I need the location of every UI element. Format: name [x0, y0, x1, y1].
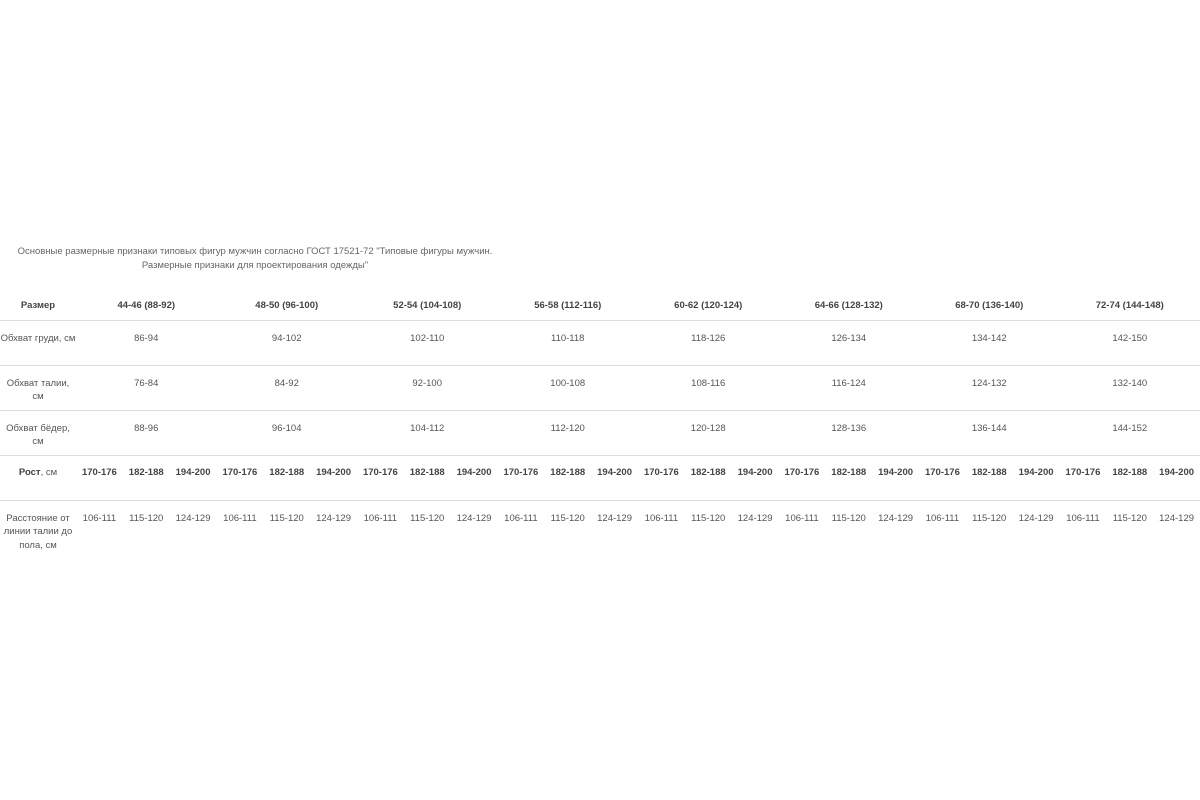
size-header-cell: 44-46 (88-92) — [76, 290, 216, 320]
height-value-cell: 182-188 — [404, 455, 451, 500]
waist-to-floor-value-cell: 106-111 — [504, 512, 538, 524]
measure-value-cell: 96-104 — [216, 410, 356, 455]
waist-to-floor-value-cell: 124-129 — [1159, 512, 1195, 524]
height-value-cell: 194-200 — [1153, 455, 1200, 500]
measure-value-cell: 92-100 — [357, 365, 498, 410]
size-header-cell: 48-50 (96-100) — [216, 290, 356, 320]
waist-to-floor-value-cell: 106-111 — [785, 512, 819, 524]
height-value-cell: 182-188 — [544, 455, 591, 500]
measure-value-cell: 124-132 — [919, 365, 1060, 410]
measure-value-cell: 136-144 — [919, 410, 1060, 455]
height-value-cell: 194-200 — [872, 455, 919, 500]
waist-to-floor-value-cell: 115-120 — [550, 512, 585, 524]
waist-to-floor-value-cell: 124-129 — [175, 512, 211, 524]
measure-value-cell: 126-134 — [779, 320, 920, 365]
waist-to-floor-value-cell: 106-111 — [644, 512, 679, 524]
height-value-cell: 182-188 — [966, 455, 1013, 500]
height-value-cell: 182-188 — [123, 455, 170, 500]
height-value-cell: 194-200 — [451, 455, 498, 500]
size-row-label: Размер — [0, 290, 76, 320]
waist-to-floor-value-cell: 106-111 — [1066, 512, 1100, 524]
measure-row — [0, 320, 1200, 365]
height-value-cell: 170-176 — [216, 455, 263, 500]
measure-value-cell: 116-124 — [779, 365, 920, 410]
measure-row-label: Обхват груди, см — [0, 320, 76, 365]
height-value-cell: 170-176 — [497, 455, 544, 500]
size-header-cell: 56-58 (112-116) — [497, 290, 638, 320]
waist-to-floor-value-cell: 124-129 — [737, 512, 773, 524]
height-value-cell: 194-200 — [1013, 455, 1060, 500]
measure-row-label: Обхват бёдер, см — [0, 410, 76, 455]
waist-to-floor-value-cell: 106-111 — [363, 512, 398, 524]
measure-row — [0, 410, 1200, 455]
measure-value-cell: 132-140 — [1060, 365, 1200, 410]
height-label-bold: Рост — [18, 466, 41, 478]
measure-value-cell: 104-112 — [357, 410, 498, 455]
measure-value-cell: 108-116 — [638, 365, 779, 410]
height-value-cell: 170-176 — [1060, 455, 1107, 500]
size-header-row — [0, 290, 1200, 320]
height-value-cell: 194-200 — [170, 455, 217, 500]
measure-value-cell: 88-96 — [76, 410, 216, 455]
measure-row-label: Обхват талии, см — [0, 365, 76, 410]
waist-to-floor-value-cell: 106-111 — [82, 512, 117, 524]
height-value-cell: 182-188 — [263, 455, 310, 500]
waist-to-floor-value-cell: 115-120 — [972, 512, 1007, 524]
waist-to-floor-row-label: Расстояние от линии талии до пола, см — [3, 512, 73, 551]
waist-to-floor-value-cell: 115-120 — [1112, 512, 1147, 524]
height-value-cell: 182-188 — [685, 455, 732, 500]
height-value-cell: 194-200 — [310, 455, 357, 500]
height-row-label — [0, 455, 76, 500]
measure-value-cell: 94-102 — [216, 320, 356, 365]
size-header-cell: 68-70 (136-140) — [919, 290, 1060, 320]
waist-to-floor-value-cell: 106-111 — [925, 512, 960, 524]
measure-row — [0, 365, 1200, 410]
size-header-cell: 64-66 (128-132) — [779, 290, 920, 320]
size-chart-table — [0, 290, 1200, 570]
height-value-cell: 194-200 — [732, 455, 779, 500]
waist-to-floor-value-cell: 115-120 — [410, 512, 445, 524]
measure-value-cell: 142-150 — [1060, 320, 1200, 365]
waist-to-floor-value-cell: 124-129 — [878, 512, 914, 524]
height-label-unit: , см — [40, 466, 58, 478]
measure-value-cell: 134-142 — [919, 320, 1060, 365]
waist-to-floor-value-cell: 115-120 — [691, 512, 726, 524]
height-row — [0, 455, 1200, 500]
measure-value-cell: 128-136 — [779, 410, 920, 455]
height-value-cell: 170-176 — [919, 455, 966, 500]
measure-value-cell: 100-108 — [497, 365, 638, 410]
size-header-cell: 72-74 (144-148) — [1060, 290, 1200, 320]
height-value-cell: 182-188 — [1106, 455, 1153, 500]
height-value-cell: 170-176 — [779, 455, 826, 500]
waist-to-floor-value-cell: 115-120 — [269, 512, 304, 524]
waist-to-floor-value-cell: 124-129 — [456, 512, 492, 524]
size-header-cell: 60-62 (120-124) — [638, 290, 779, 320]
waist-to-floor-row — [0, 500, 1200, 570]
measure-value-cell: 102-110 — [357, 320, 498, 365]
measure-value-cell: 120-128 — [638, 410, 779, 455]
waist-to-floor-value-cell: 115-120 — [129, 512, 164, 524]
measure-value-cell: 118-126 — [638, 320, 779, 365]
waist-to-floor-value-cell: 115-120 — [831, 512, 866, 524]
waist-to-floor-value-cell: 124-129 — [597, 512, 632, 524]
waist-to-floor-value-cell: 124-129 — [1018, 512, 1054, 524]
height-value-cell: 194-200 — [591, 455, 638, 500]
height-value-cell: 170-176 — [76, 455, 123, 500]
measure-value-cell: 112-120 — [497, 410, 638, 455]
measure-value-cell: 84-92 — [216, 365, 356, 410]
table-caption: Основные размерные признаки типовых фигур мужчин согласно ГОСТ 17521-72 "Типовые фигуры мужчин. Размерные признаки для проектирования одежды" — [17, 246, 493, 271]
measure-value-cell: 110-118 — [497, 320, 638, 365]
measure-value-cell: 76-84 — [76, 365, 216, 410]
measure-value-cell: 144-152 — [1060, 410, 1200, 455]
height-value-cell: 170-176 — [638, 455, 685, 500]
waist-to-floor-value-cell: 124-129 — [316, 512, 351, 524]
size-header-cell: 52-54 (104-108) — [357, 290, 498, 320]
waist-to-floor-value-cell: 106-111 — [223, 512, 257, 524]
measure-value-cell: 86-94 — [76, 320, 216, 365]
height-value-cell: 170-176 — [357, 455, 404, 500]
height-value-cell: 182-188 — [825, 455, 872, 500]
